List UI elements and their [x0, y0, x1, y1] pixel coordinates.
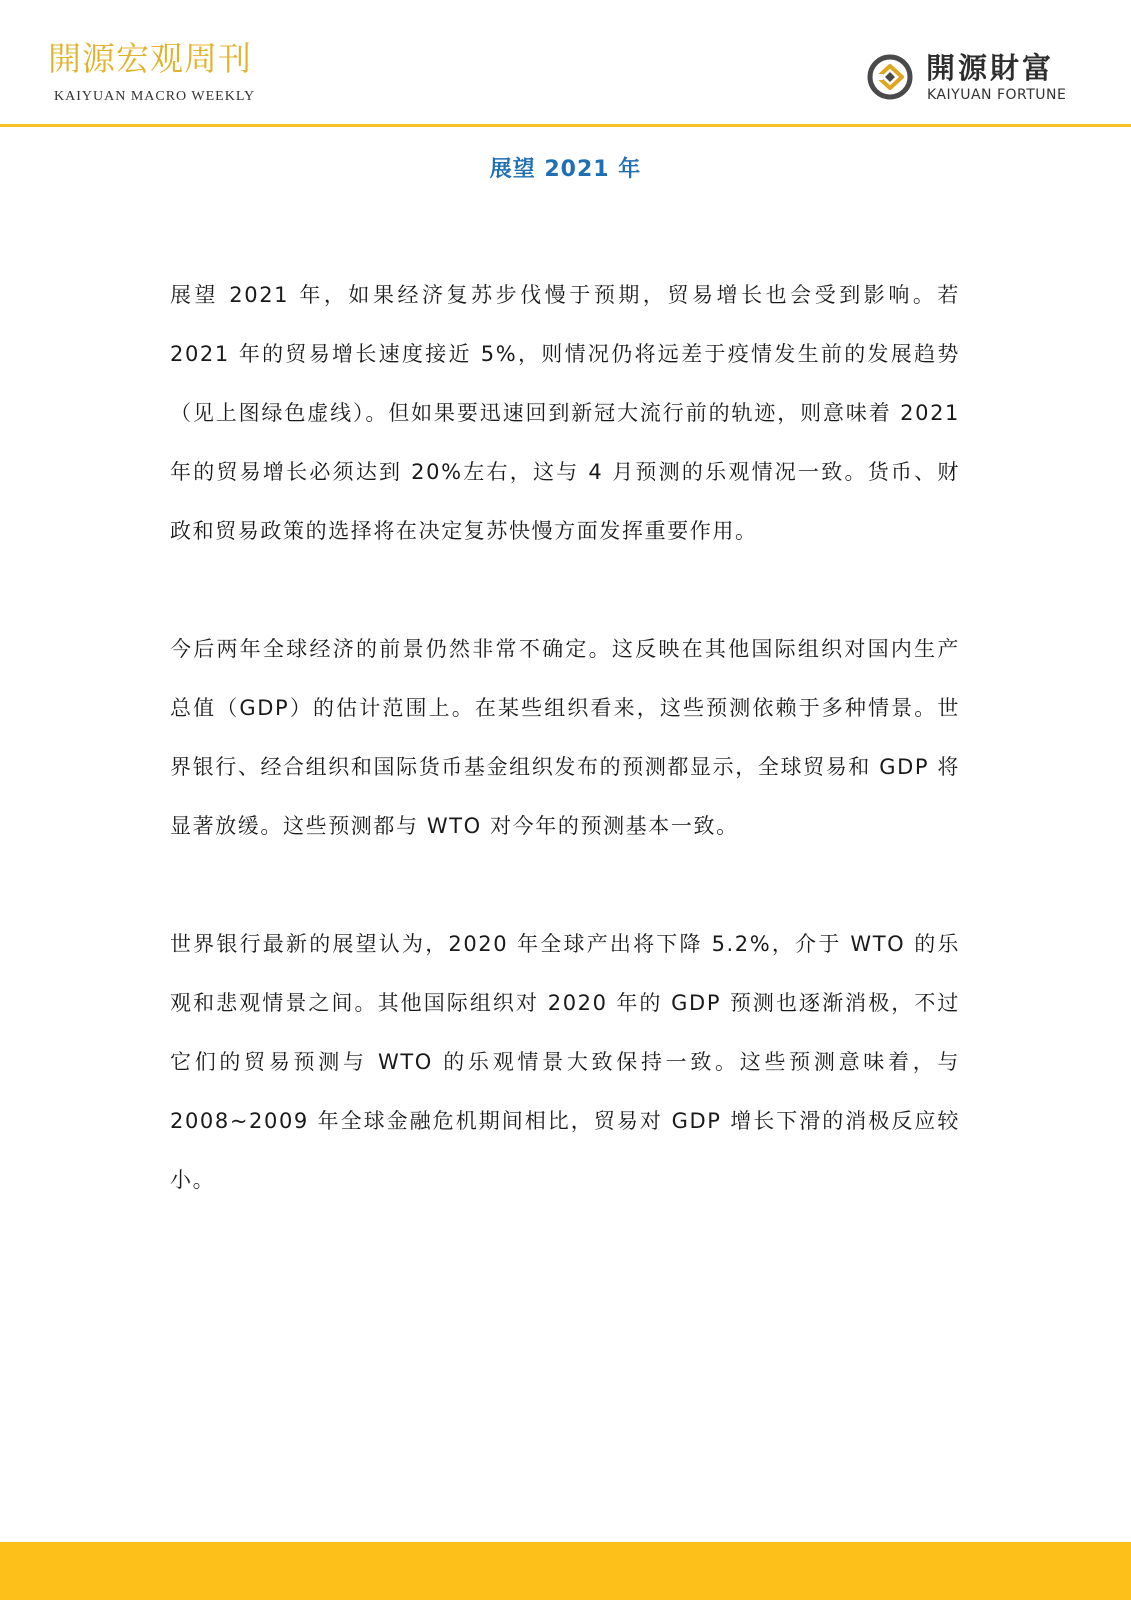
brand-name-en: KAIYUAN FORTUNE	[927, 87, 1067, 103]
brand-block	[866, 50, 1106, 110]
brand-name-cn: 開源財富	[926, 51, 1055, 85]
paragraph-outlook: 展望 2021 年，如果经济复苏步伐慢于预期，贸易增长也会受到影响。若 2021 年的贸易增长速度接近 5%，则情况仍将远差于疫情发生前的发展趋势（见上图绿色虚线）。但如果要迅速回到新冠大流行前的轨迹，则意味着 2021 年的贸易增长必须达到 20%左右，这与 4 月预测的乐观情况一致。货币、财政和贸易政策的选择将在决定复苏快慢方面发挥重要作用。	[170, 283, 960, 543]
body-text	[170, 266, 960, 1269]
masthead	[0, 0, 1131, 128]
publication-subtitle: KAIYUAN MACRO WEEKLY	[54, 89, 256, 104]
header-rule	[0, 124, 1131, 127]
paragraph-world-bank: 世界银行最新的展望认为，2020 年全球产出将下降 5.2%，介于 WTO 的乐观和悲观情景之间。其他国际组织对 2020 年的 GDP 预测也逐渐消极，不过它们的贸易预测与 WTO 的乐观情景大致保持一致。这些预测意味着，与 2008~2009 年全球金融危机期间相比，贸易对 GDP 增长下滑的消极反应较小。	[170, 932, 960, 1192]
kaiyuan-fortune-logo-icon	[866, 53, 914, 101]
paragraph-uncertainty: 今后两年全球经济的前景仍然非常不确定。这反映在其他国际组织对国内生产总值（GDP）的估计范围上。在某些组织看来，这些预测依赖于多种情景。世界银行、经合组织和国际货币基金组织发布的预测都显示，全球贸易和 GDP 将显著放缓。这些预测都与 WTO 对今年的预测基本一致。	[170, 637, 960, 838]
section-title: 展望 2021 年	[489, 157, 642, 182]
footer-bar	[0, 1542, 1131, 1600]
publication-title: 開源宏观周刊	[48, 39, 252, 78]
